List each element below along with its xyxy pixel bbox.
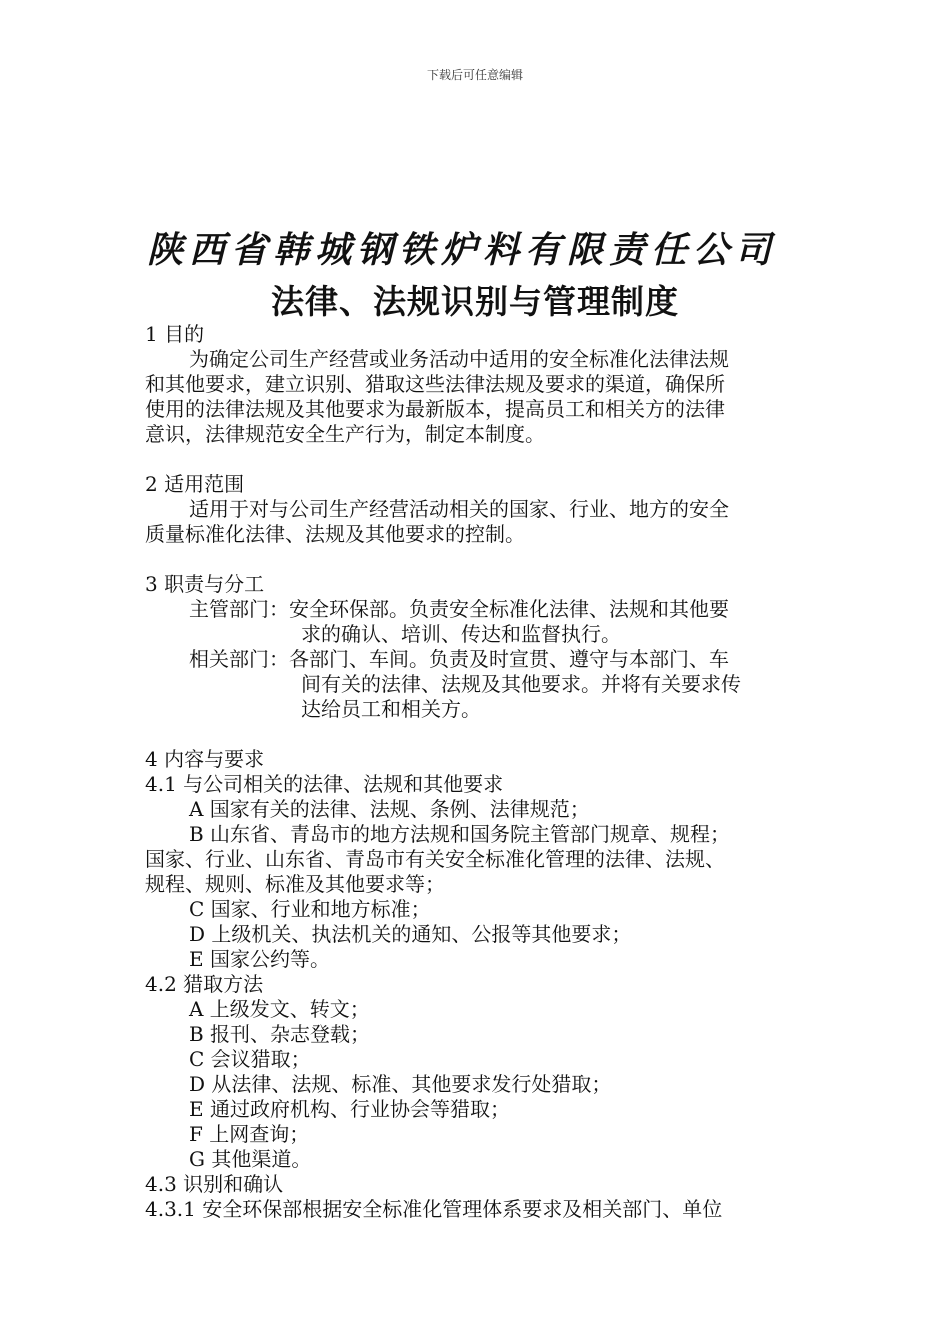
section-4-heading: 4 内容与要求 bbox=[145, 747, 265, 771]
list-item-cont: 国家、行业、山东省、青岛市有关安全标准化管理的法律、法规、 bbox=[145, 847, 725, 871]
spacer bbox=[145, 547, 807, 572]
list-item: F 上网查询； bbox=[189, 1122, 310, 1146]
dept-text: 达给员工和相关方。 bbox=[301, 697, 481, 721]
list-item: A 国家有关的法律、法规、条例、法律规范； bbox=[189, 797, 590, 821]
dept-row-related bbox=[145, 647, 807, 672]
list-item: A 上级发文、转文； bbox=[189, 997, 370, 1021]
header-note: 下载后可任意编辑 bbox=[426, 68, 523, 82]
spacer bbox=[145, 447, 807, 472]
section-2-heading: 2 适用范围 bbox=[145, 472, 245, 496]
dept-text: 求的确认、培训、传达和监督执行。 bbox=[301, 622, 621, 646]
dept-text: 间有关的法律、法规及其他要求。并将有关要求传 bbox=[301, 672, 741, 696]
list-item: B 报刊、杂志登载； bbox=[189, 1022, 371, 1046]
list-item: D 从法律、法规、标准、其他要求发行处猎取； bbox=[189, 1072, 612, 1096]
list-item: E 国家公约等。 bbox=[189, 947, 330, 971]
section-1-text: 为确定公司生产经营或业务活动中适用的安全标准化法律法规 bbox=[189, 347, 729, 371]
list-item-cont: 规程、规则、标准及其他要求等； bbox=[145, 872, 445, 896]
dept-label: 相关部门： bbox=[189, 647, 289, 671]
section-3-heading: 3 职责与分工 bbox=[145, 572, 265, 596]
section-4-1-heading: 4.1 与公司相关的法律、法规和其他要求 bbox=[145, 772, 504, 796]
list-item: D 上级机关、执法机关的通知、公报等其他要求； bbox=[189, 922, 632, 946]
list-item: G 其他渠道。 bbox=[189, 1147, 312, 1171]
section-1-text: 使用的法律法规及其他要求为最新版本，提高员工和相关方的法律 bbox=[145, 397, 725, 421]
section-4-3-1-text: 4.3.1 安全环保部根据安全标准化管理体系要求及相关部门、单位 bbox=[145, 1197, 723, 1221]
list-item: E 通过政府机构、行业协会等猎取； bbox=[189, 1097, 510, 1121]
section-1-text: 和其他要求，建立识别、猎取这些法律法规及要求的渠道，确保所 bbox=[145, 372, 725, 396]
section-1-text: 意识，法律规范安全生产行为，制定本制度。 bbox=[145, 422, 545, 446]
document-body bbox=[145, 322, 807, 1222]
company-name: 陕西省韩城钢铁炉料有限责任公司 bbox=[147, 229, 778, 271]
dept-text: 安全环保部。负责安全标准化法律、法规和其他要 bbox=[289, 597, 729, 621]
spacer bbox=[145, 722, 807, 747]
section-2-text: 质量标准化法律、法规及其他要求的控制。 bbox=[145, 522, 525, 546]
section-1-heading: 1 目的 bbox=[145, 322, 205, 346]
dept-text: 各部门、车间。负责及时宣贯、遵守与本部门、车 bbox=[289, 647, 729, 671]
dept-row-main bbox=[145, 597, 807, 622]
section-2-text: 适用于对与公司生产经营活动相关的国家、行业、地方的安全 bbox=[189, 497, 729, 521]
list-item: C 会议猎取； bbox=[189, 1047, 311, 1071]
dept-label: 主管部门： bbox=[189, 597, 289, 621]
section-4-3-heading: 4.3 识别和确认 bbox=[145, 1172, 284, 1196]
list-item: B 山东省、青岛市的地方法规和国务院主管部门规章、规程； bbox=[189, 822, 731, 846]
document-title: 法律、法规识别与管理制度 bbox=[271, 282, 679, 321]
section-4-2-heading: 4.2 猎取方法 bbox=[145, 972, 264, 996]
list-item: C 国家、行业和地方标准； bbox=[189, 897, 431, 921]
